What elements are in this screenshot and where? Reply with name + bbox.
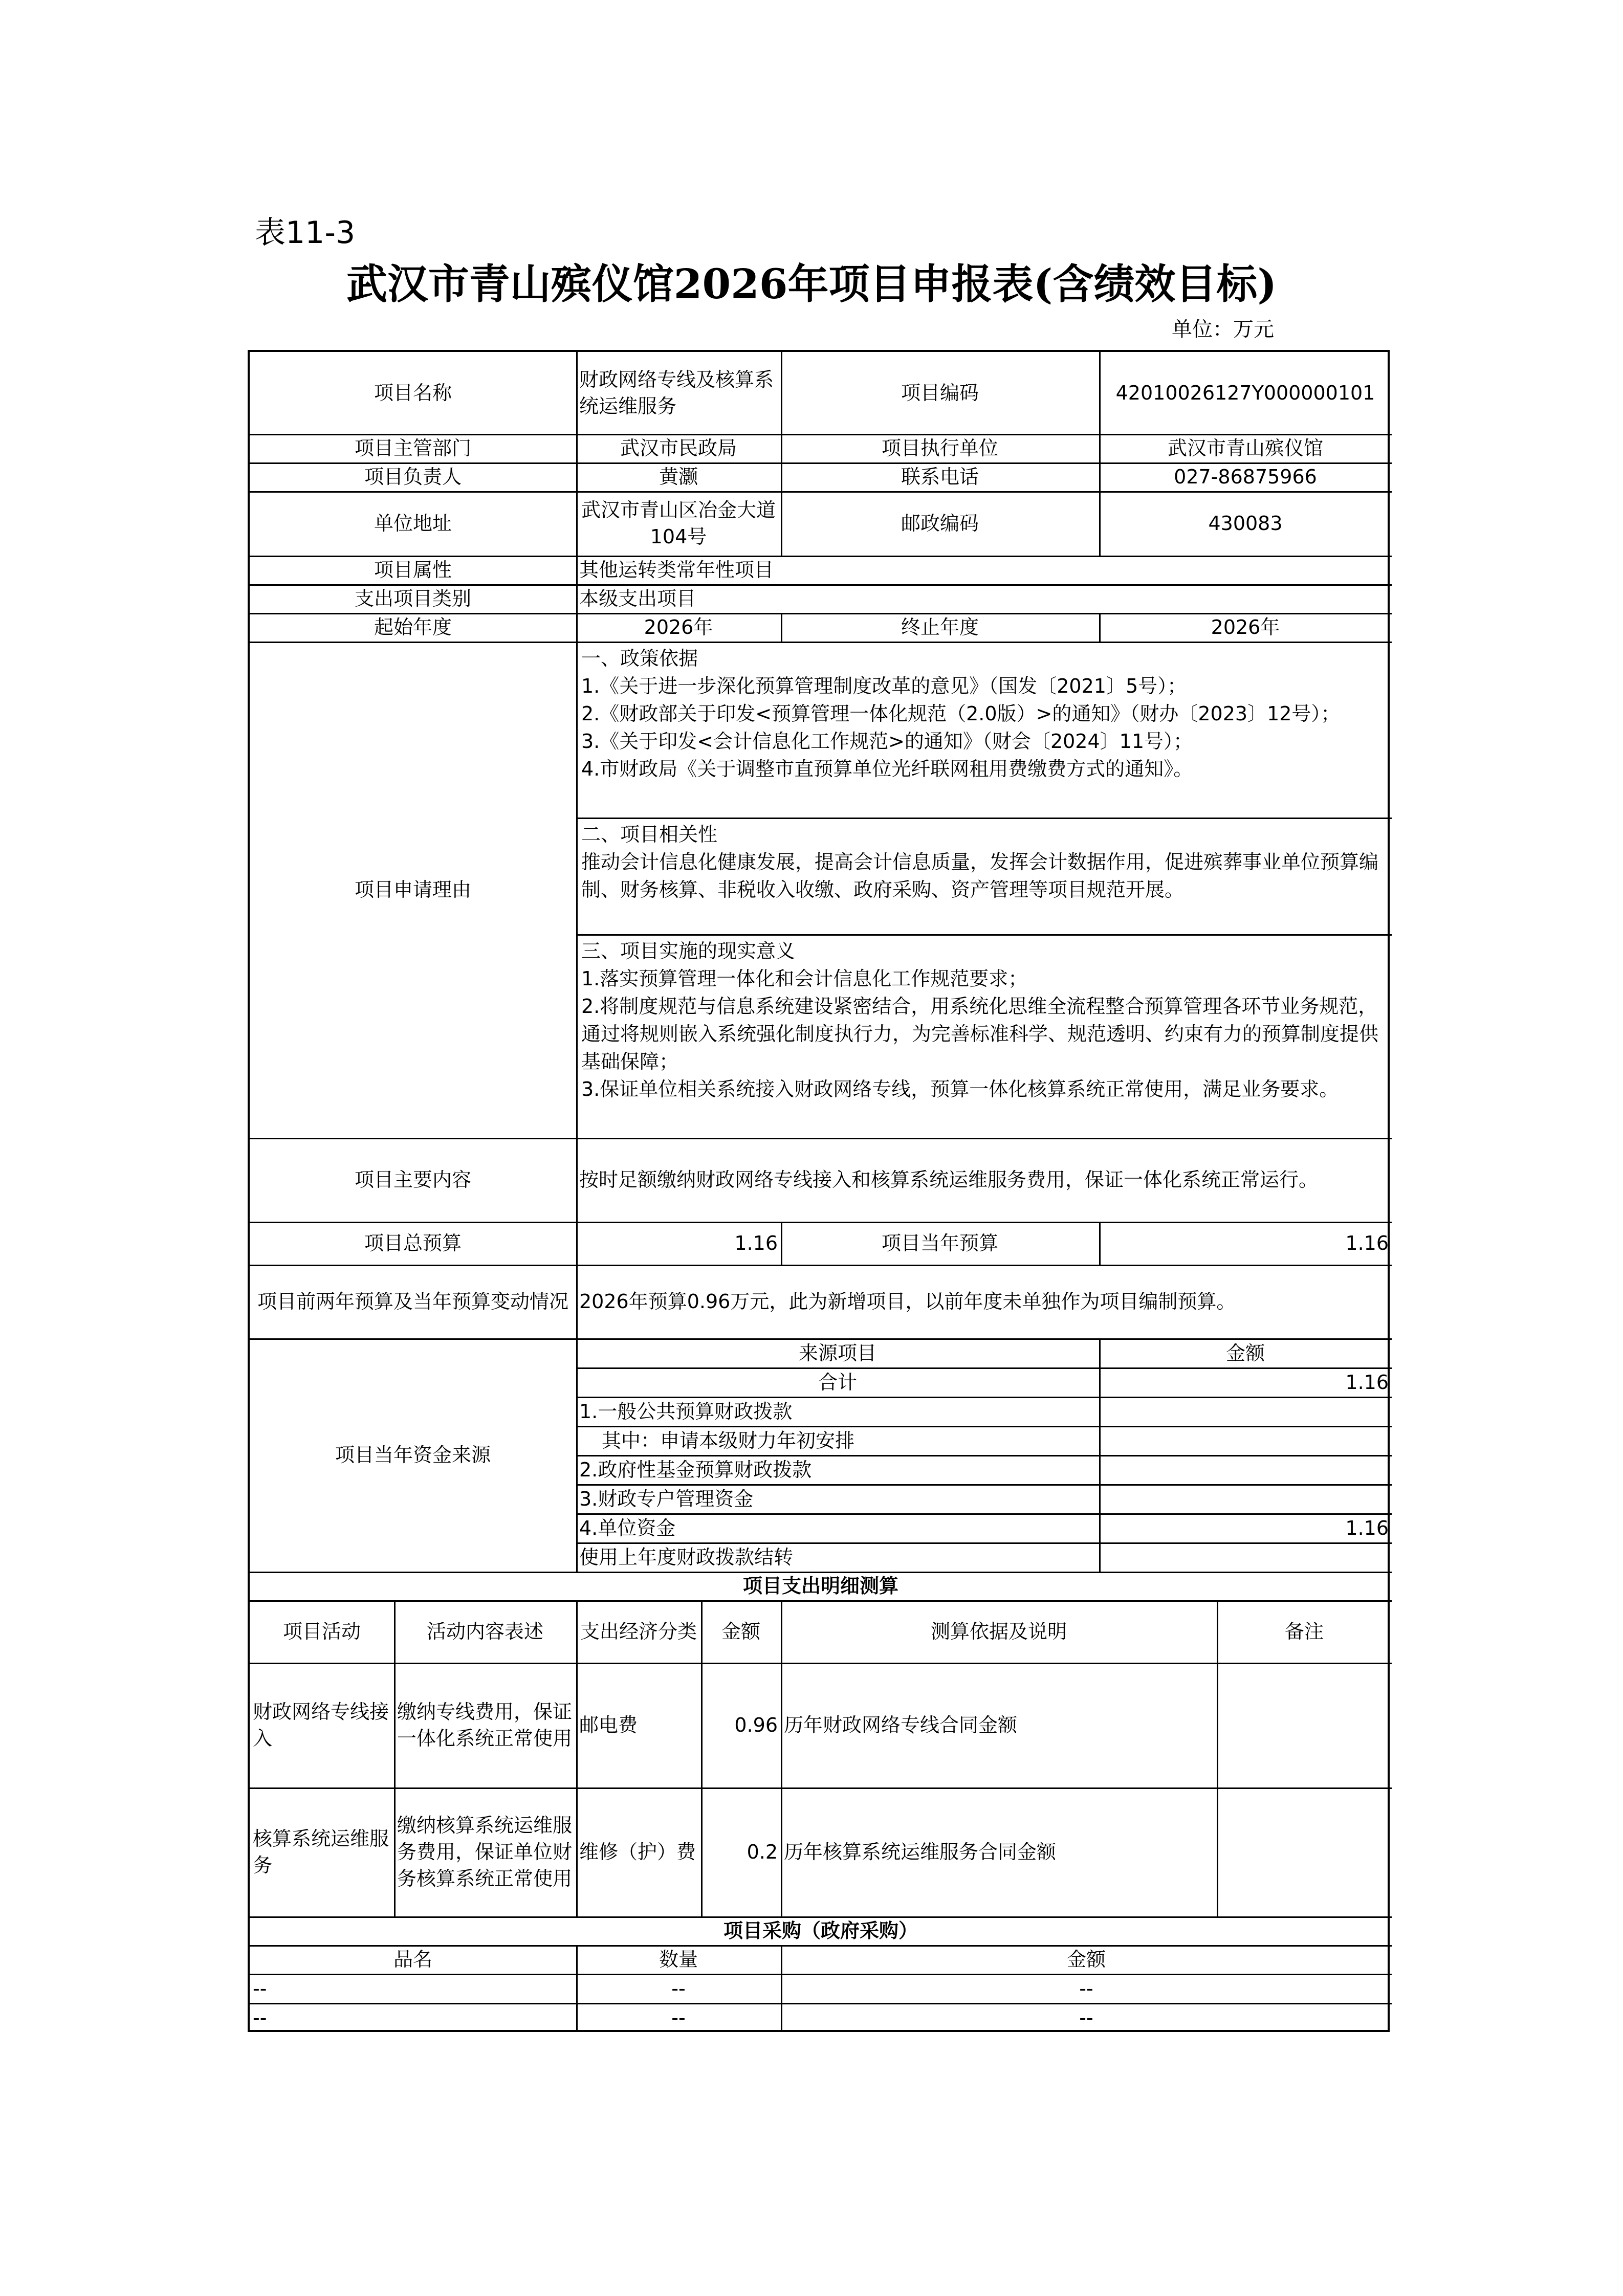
detail-activity: 财政网络专线接入 [253,1701,389,1750]
policy-line: 一、政策依据 [581,647,698,670]
funding-amount-header: 金额 [1225,1341,1265,1364]
project-declaration-table [248,350,1390,2032]
dept-value: 武汉市民政局 [620,437,737,459]
funding-total-amount: 1.16 [1345,1371,1389,1394]
relevance-line: 推动会计信息化健康发展，提高会计信息质量，发挥会计数据作用，促进殡葬事业单位预算编制、财务核算、非税收入收缴、政府采购、资产管理等项目规范开展。 [581,851,1379,901]
budget-change-label: 项目前两年预算及当年预算变动情况 [257,1290,568,1313]
procurement-header-qty: 数量 [659,1948,698,1971]
detail-amount: 0.2 [747,1841,778,1863]
funding-label: 项目当年资金来源 [335,1444,491,1466]
significance-line: 1.落实预算管理一体化和会计信息化工作规范要求； [581,967,1028,990]
grid-line [576,818,1392,819]
funding-source-amount [1099,1426,1392,1455]
detail-section-title: 项目支出明细测算 [742,1575,898,1597]
unit-label: 单位：万元 [1172,318,1274,341]
detail-desc: 缴纳专线费用，保证一体化系统正常使用 [397,1701,573,1750]
policy-basis [576,642,1392,818]
attribute-label: 项目属性 [374,559,452,581]
grid-line [250,2003,1392,2004]
table-code: 表11-3 [255,215,356,251]
leader-label: 项目负责人 [364,466,462,488]
project-relevance [576,818,1392,934]
year-budget-value: 1.16 [1345,1232,1389,1254]
grid-line [781,1222,782,1265]
policy-line: 3.《关于印发<会计信息化工作规范>的通知》（财会〔2024〕11号）； [581,730,1193,753]
grid-line [576,352,578,1572]
detail-note [1217,1663,1392,1787]
project-name-value: 财政网络专线及核算系统运维服务 [579,368,774,417]
grid-line [1099,352,1101,556]
procurement-item-name: -- [253,2006,267,2029]
funding-source-name: 2.政府性基金预算财政拨款 [579,1458,812,1481]
grid-line [781,613,782,642]
funding-source-amount [1099,1397,1392,1426]
funding-source-header: 来源项目 [798,1341,876,1364]
total-budget-label: 项目总预算 [364,1232,462,1254]
detail-header-econ: 支出经济分类 [580,1620,697,1643]
attribute-value: 其他运转类常年性项目 [579,559,774,581]
grid-line [250,1222,1392,1223]
budget-change-value: 2026年预算0.96万元，此为新增项目，以前年度未单独作为项目编制预算。 [579,1290,1236,1313]
main-content-value: 按时足额缴纳财政网络专线接入和核算系统运维服务费用，保证一体化系统正常运行。 [579,1168,1319,1191]
significance-line: 2.将制度规范与信息系统建设紧密结合，用系统化思维全流程整合预算管理各环节业务规范，通过将规则嵌入系统强化制度执行力，为完善标准科学、规范透明、约束有力的预算制度提供基础保障； [581,995,1379,1073]
policy-line: 2.《财政部关于印发<预算管理一体化规范（2.0版）>的通知》（财办〔2023〕12号）； [581,702,1341,725]
grid-line [781,1600,782,1916]
grid-line [250,1663,1392,1664]
reason-label: 项目申请理由 [354,878,471,901]
grid-line [576,1426,1392,1427]
grid-line [576,1397,1392,1398]
detail-header-basis: 测算依据及说明 [930,1620,1067,1643]
procurement-item-amount: -- [1079,1977,1093,2000]
grid-line [250,462,1392,464]
detail-basis: 历年财政网络专线合同金额 [784,1714,1018,1736]
grid-line [250,1265,1392,1266]
project-code-label: 项目编码 [901,382,979,404]
detail-econ: 维修（护）费 [579,1841,696,1863]
phone-label: 联系电话 [901,466,979,488]
dept-label: 项目主管部门 [354,437,471,459]
start-year-label: 起始年度 [374,616,452,638]
policy-line: 4.市财政局《关于调整市直预算单位光纤联网租用费缴费方式的通知》。 [581,758,1193,780]
project-name-label: 项目名称 [374,382,452,404]
grid-line [250,1945,1392,1947]
significance-line: 3.保证单位相关系统接入财政网络专线，预算一体化核算系统正常使用，满足业务要求。 [581,1078,1339,1100]
procurement-item-qty: -- [671,1977,686,2000]
address-value: 武汉市青山区冶金大道104号 [581,499,776,548]
grid-line [1099,1338,1101,1572]
funding-total-label: 合计 [818,1371,857,1394]
grid-line [781,1945,782,2032]
grid-line [250,1916,1392,1918]
detail-activity: 核算系统运维服务 [253,1827,389,1876]
grid-line [250,642,1392,643]
detail-header-activity: 项目活动 [282,1620,361,1643]
detail-header-desc: 活动内容表述 [426,1620,543,1643]
funding-source-name: 1.一般公共预算财政拨款 [579,1400,793,1423]
year-budget-label: 项目当年预算 [881,1232,998,1254]
grid-line [1217,1600,1218,1916]
exec-unit-label: 项目执行单位 [881,437,998,459]
detail-header-note: 备注 [1284,1620,1324,1643]
grid-line [250,613,1392,614]
procurement-item-qty: -- [671,2006,686,2029]
grid-line [576,1945,578,2032]
procurement-section-title: 项目采购（政府采购） [723,1919,918,1942]
postcode-value: 430083 [1208,512,1283,535]
procurement-header-amount: 金额 [1066,1948,1106,1971]
detail-desc: 缴纳核算系统运维服务费用，保证单位财务核算系统正常使用 [397,1814,573,1890]
grid-line [250,1338,1392,1340]
grid-line [250,434,1392,435]
funding-source-name: 3.财政专户管理资金 [579,1487,754,1510]
grid-line [250,1572,1392,1573]
main-content-label: 项目主要内容 [354,1168,471,1191]
category-label: 支出项目类别 [354,587,471,610]
funding-source-amount [1099,1484,1392,1513]
detail-econ: 邮电费 [579,1714,638,1736]
funding-source-amount [1099,1542,1392,1572]
grid-line [576,1600,578,1916]
grid-line [1099,613,1101,642]
grid-line [250,1974,1392,1975]
funding-source-name: 其中：申请本级财力年初安排 [602,1429,855,1452]
end-year-label: 终止年度 [901,616,979,638]
grid-line [576,1513,1392,1515]
end-year-value: 2026年 [1211,616,1280,638]
grid-line [250,584,1392,586]
funding-source-name: 4.单位资金 [579,1516,676,1539]
practical-significance [576,934,1392,1138]
grid-line [576,934,1392,936]
procurement-header-name: 品名 [393,1948,432,1971]
funding-source-amount: 1.16 [1345,1516,1389,1539]
grid-line [576,1484,1392,1486]
grid-line [576,1367,1392,1369]
address-label: 单位地址 [374,512,452,535]
grid-line [781,352,782,556]
significance-line: 三、项目实施的现实意义 [581,940,796,962]
detail-basis: 历年核算系统运维服务合同金额 [784,1841,1057,1863]
grid-line [576,1455,1392,1456]
detail-note [1217,1787,1392,1916]
grid-line [250,491,1392,493]
grid-line [250,1787,1392,1789]
leader-value: 黄灏 [659,466,698,488]
detail-header-amount: 金额 [721,1620,760,1643]
procurement-item-amount: -- [1079,2006,1093,2029]
total-budget-value: 1.16 [734,1232,778,1254]
grid-line [701,1600,703,1916]
relevance-line: 二、项目相关性 [581,823,718,846]
detail-amount: 0.96 [734,1714,778,1736]
document-title: 武汉市青山殡仪馆2026年项目申报表(含绩效目标) [346,260,1277,308]
postcode-label: 邮政编码 [901,512,979,535]
exec-unit-value: 武汉市青山殡仪馆 [1167,437,1323,459]
phone-value: 027-86875966 [1174,466,1317,488]
grid-line [250,1138,1392,1139]
project-code-value: 42010026127Y000000101 [1115,382,1375,404]
funding-source-name: 使用上年度财政拨款结转 [579,1546,794,1569]
grid-line [576,1542,1392,1544]
grid-line [250,556,1392,557]
category-value: 本级支出项目 [579,587,696,610]
policy-line: 1.《关于进一步深化预算管理制度改革的意见》（国发〔2021〕5号）； [581,675,1187,697]
grid-line [394,1600,396,1916]
grid-line [1099,1222,1101,1265]
grid-line [250,1600,1392,1602]
start-year-value: 2026年 [644,616,713,638]
funding-source-amount [1099,1455,1392,1484]
procurement-item-name: -- [253,1977,267,2000]
